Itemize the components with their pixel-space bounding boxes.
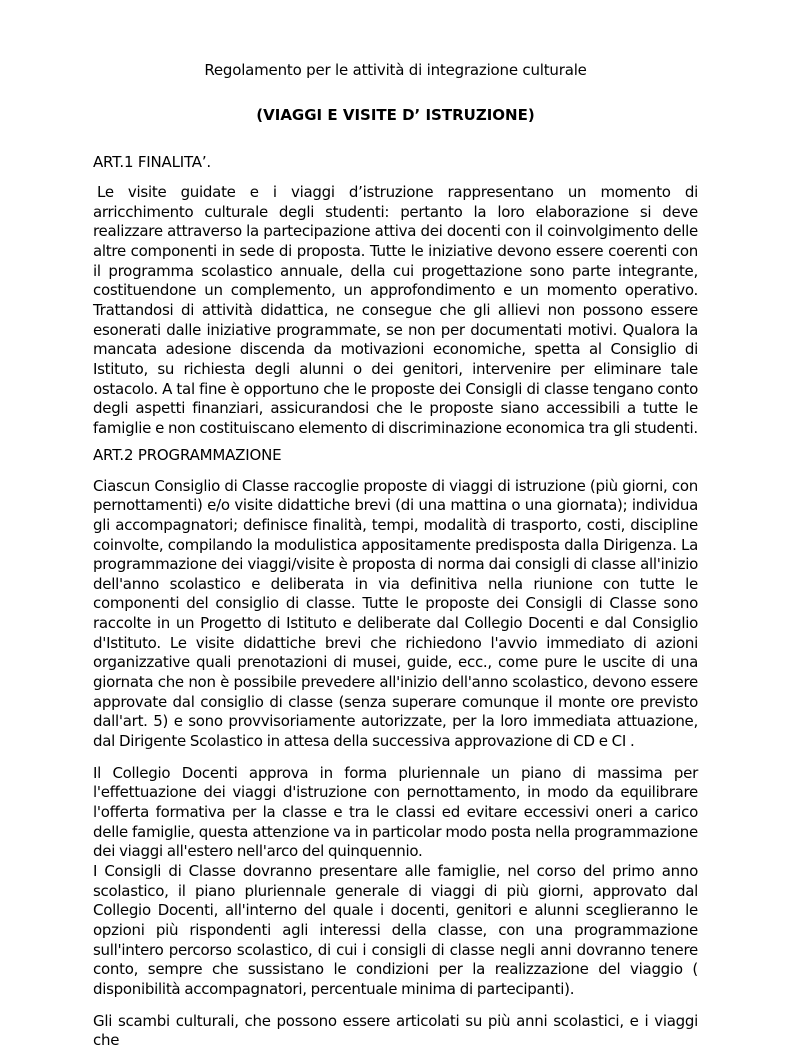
document-subtitle: (VIAGGI E VISITE D’ ISTRUZIONE)	[256, 106, 535, 124]
section-heading-art2: ART.2 PROGRAMMAZIONE	[93, 445, 282, 464]
paragraph-programmazione-2: Il Collegio Docenti approva in forma pluriennale un piano di massima per l'effettuazione dei viaggi d'istruzione con pernottamento, in modo da equilibrare l'offerta formativa per la classe e tra le classi ed evitare eccessivi oneri a carico delle famiglie, questa attenzione va in particolar modo posta nella programmazione dei viaggi all'estero nell'arco del quinquennio.	[93, 763, 698, 861]
paragraph-programmazione-3: I Consigli di Classe dovranno presentare alle famiglie, nel corso del primo anno scolastico, il piano pluriennale generale di viaggi di più giorni, approvato dal Collegio Docenti, all'interno del quale i docenti, genitori e alunni sceglieranno le opzioni più rispondenti agli interessi della classe, con una programmazione sull'intero percorso scolastico, di cui i consigli di classe negli anni dovranno tenere conto, sempre che sussistano le condizioni per la realizzazione del viaggio ( disponibilità accompagnatori, percentuale minima di partecipanti).	[93, 862, 698, 998]
document-title: Regolamento per le attività di integrazione culturale	[204, 61, 587, 79]
paragraph-programmazione-1: Ciascun Consiglio di Classe raccoglie proposte di viaggi di istruzione (più giorni, con pernottamenti) e/o visite didattiche brevi (di una mattina o una giornata); individua gli accompagnatori; definisce finalità, tempi, modalità di trasporto, costi, discipline coinvolte, compilando la modulistica appositamente predisposta dalla Dirigenza. La programmazione dei viaggi/visite è proposta di norma dai consigli di classe all'inizio dell'anno scolastico e deliberata in via definitiva nella riunione con tutte le componenti del consiglio di classe. Tutte le proposte dei Consigli di Classe sono raccolte in un Progetto di Istituto e deliberate dal Collegio Docenti e dal Consiglio d'Istituto. Le visite didattiche brevi che richiedono l'avvio immediato di azioni organizzative quali prenotazioni di musei, guide, ecc., come pure le uscite di una giornata che non è possibile prevedere all'inizio dell'anno scolastico, devono essere approvate dal consiglio di classe (senza superare comunque il monte ore previsto dall'art. 5) e sono provvisoriamente autorizzate, per la loro immediata attuazione, dal Dirigente Scolastico in attesa della successiva approvazione di CD e CI .	[93, 476, 698, 751]
section-heading-art1: ART.1 FINALITA’.	[93, 153, 211, 171]
document-page	[93, 60, 698, 1051]
paragraph-finalita: Le visite guidate e i viaggi d’istruzione rappresentano un momento di arricchimento culturale degli studenti: pertanto la loro elaborazione si deve realizzare attraverso la partecipazione attiva dei docenti con il coinvolgimento delle altre componenti in sede di proposta. Tutte le iniziative devono essere coerenti con il programma scolastico annuale, della cui progettazione sono parte integrante, costituendone un complemento, un approfondimento e un momento operativo. Trattandosi di attività didattica, ne consegue che gli allievi non possono essere esonerati dalle iniziative programmate, se non per documentati motivi. Qualora la mancata adesione discenda da motivazioni economiche, spetta al Consiglio di Istituto, su richiesta degli alunni o dei genitori, intervenire per eliminare tale ostacolo. A tal fine è opportuno che le proposte dei Consigli di classe tengano conto degli aspetti finanziari, assicurandosi che le proposte siano accessibili a tutte le famiglie e non costituiscano elemento di discriminazione economica tra gli studenti.	[93, 183, 698, 437]
paragraph-programmazione-4: Gli scambi culturali, che possono essere articolati su più anni scolastici, e i viaggi che	[93, 1011, 698, 1050]
